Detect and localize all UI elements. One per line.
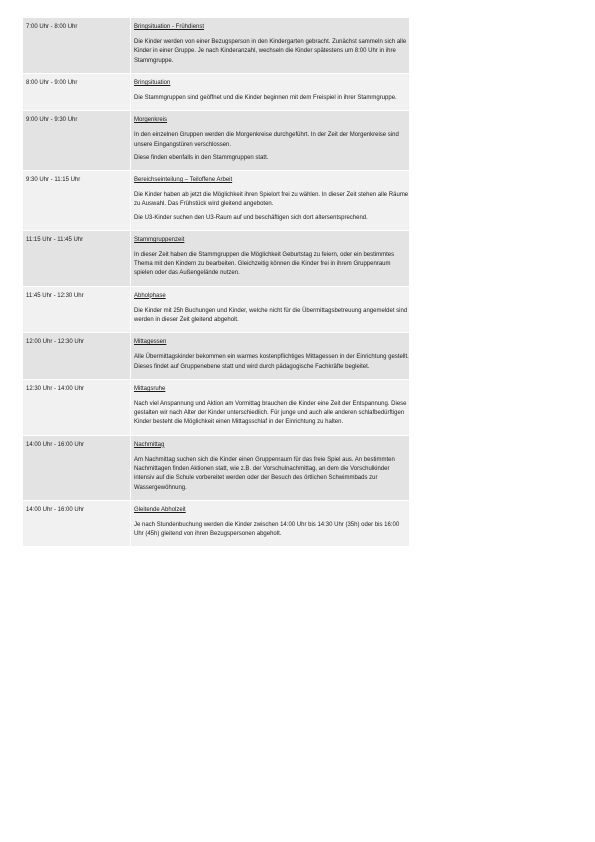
schedule-row bbox=[23, 286, 409, 333]
activity-title: Abholphase bbox=[134, 292, 166, 299]
schedule-row bbox=[23, 500, 409, 547]
time-cell: 12:00 Uhr - 12:30 Uhr bbox=[23, 333, 131, 380]
activity-description: Die U3-Kinder suchen den U3-Raum auf und beschäftigen sich dort altersentsprechend. bbox=[134, 214, 368, 221]
schedule-row bbox=[23, 18, 409, 73]
description-cell bbox=[131, 171, 410, 231]
activity-title: Mittagessen bbox=[134, 339, 167, 346]
activity-title: Mittagsruhe bbox=[134, 385, 166, 392]
time-cell: 8:00 Uhr - 9:00 Uhr bbox=[23, 73, 131, 110]
activity-description: Diese finden ebenfalls in den Stammgruppen statt. bbox=[134, 154, 269, 161]
schedule-row bbox=[23, 171, 409, 231]
time-cell: 14:00 Uhr - 16:00 Uhr bbox=[23, 435, 131, 500]
description-cell bbox=[131, 500, 410, 547]
activity-description: Alle Übermittagskinder bekommen ein warmes kostenpflichtiges Mittagessen in der Einrichtung gestellt. Dieses findet auf Gruppenebene statt und wird durch pädagogische Fachkräfte begleitet. bbox=[134, 354, 409, 370]
activity-title: Bringsituation bbox=[134, 79, 171, 86]
schedule-row bbox=[23, 379, 409, 435]
activity-description: Die Stammgruppen sind geöffnet und die Kinder beginnen mit dem Freispiel in ihrer Stammgruppe. bbox=[134, 95, 397, 102]
activity-title: Bringsituation - Frühdienst bbox=[134, 24, 205, 30]
activity-title: Nachmittag bbox=[134, 441, 165, 448]
description-cell bbox=[131, 111, 410, 171]
activity-description: Je nach Stundenbuchung werden die Kinder zwischen 14:00 Uhr bis 14:30 Uhr (35h) oder bis 16:00 Uhr (45h) gleitend von ihren Bezugspersonen abgeholt. bbox=[134, 521, 400, 538]
schedule-row bbox=[23, 230, 409, 286]
description-cell bbox=[131, 73, 410, 110]
schedule-row bbox=[23, 73, 409, 110]
description-cell bbox=[131, 230, 410, 286]
description-cell bbox=[131, 379, 410, 435]
description-cell bbox=[131, 435, 410, 500]
activity-title: Bereichseinteilung – Teiloffene Arbeit bbox=[134, 177, 233, 184]
activity-description: In den einzelnen Gruppen werden die Morgenkreise durchgeführt. In der Zeit der Morgenkreise sind unsere Eingangstüren verschlossen. bbox=[134, 132, 399, 148]
schedule-row bbox=[23, 111, 409, 171]
time-cell: 9:30 Uhr - 11:15 Uhr bbox=[23, 171, 131, 231]
schedule-body bbox=[23, 18, 409, 547]
time-cell: 14:00 Uhr - 16:00 Uhr bbox=[23, 500, 131, 547]
description-cell bbox=[131, 333, 410, 380]
description-cell bbox=[131, 18, 410, 73]
activity-description: Am Nachmittag suchen sich die Kinder einen Gruppenraum für das freie Spiel aus. An bestimmten Nachmittagen finden Aktionen statt, wie z.B. der Vorschulnachmittag, an dem die Vorschulkinder intensiv auf die Schule vorbereitet werden oder der Besuch des örtlichen Schwimmbads zur Wassergewöhnung. bbox=[134, 456, 395, 491]
time-cell: 7:00 Uhr - 8:00 Uhr bbox=[23, 18, 131, 73]
time-cell: 9:00 Uhr - 9:30 Uhr bbox=[23, 111, 131, 171]
time-cell: 11:45 Uhr - 12:30 Uhr bbox=[23, 286, 131, 333]
activity-title: Stammgruppenzeit bbox=[134, 236, 185, 243]
schedule-row bbox=[23, 435, 409, 500]
activity-description: Die Kinder mit 25h Buchungen und Kinder, welche nicht für die Übermittagsbetreuung angemeldet sind werden in dieser Zeit gleitend abgeholt. bbox=[134, 307, 408, 324]
time-cell: 11:15 Uhr - 11:45 Uhr bbox=[23, 230, 131, 286]
description-cell bbox=[131, 286, 410, 333]
activity-description: Nach viel Anspannung und Aktion am Vormittag brauchen die Kinder eine Zeit der Entspannung. Diese gestalten wir nach Alter der Kinder unterschiedlich. Für junge und auch alle anderen schlafbedürftigen Kinder besteht die Möglichkeit einen Mittagsschlaf in der Einrichtung zu halten. bbox=[134, 401, 407, 426]
daily-schedule-table bbox=[23, 18, 409, 547]
time-cell: 12:30 Uhr - 14:00 Uhr bbox=[23, 379, 131, 435]
activity-description: In dieser Zeit haben die Stammgruppen die Möglichkeit Geburtstag zu feiern, oder ein bestimmtes Thema mit den Kindern zu bearbeiten. Gleichzeitig können die Kinder frei in ihrem Gruppenraum spielen oder das Außengelände nutzen. bbox=[134, 252, 395, 277]
activity-description: Die Kinder haben ab jetzt die Möglichkeit ihren Spielort frei zu wählen. In dieser Zeit stehen alle Räume zu Auswahl. Das Frühstück wird gleitend angeboten. bbox=[134, 192, 409, 208]
activity-description: Die Kinder werden von einer Bezugsperson in den Kindergarten gebracht. Zunächst sammeln sich alle Kinder in einer Gruppe. Je nach Kinderanzahl, wechseln die Kinder spätestens um 8:00 Uhr in ihre Stammgruppe. bbox=[134, 39, 407, 64]
activity-title: Gleitende Abholzeit bbox=[134, 506, 186, 513]
activity-title: Morgenkreis bbox=[134, 117, 168, 124]
schedule-row bbox=[23, 333, 409, 380]
